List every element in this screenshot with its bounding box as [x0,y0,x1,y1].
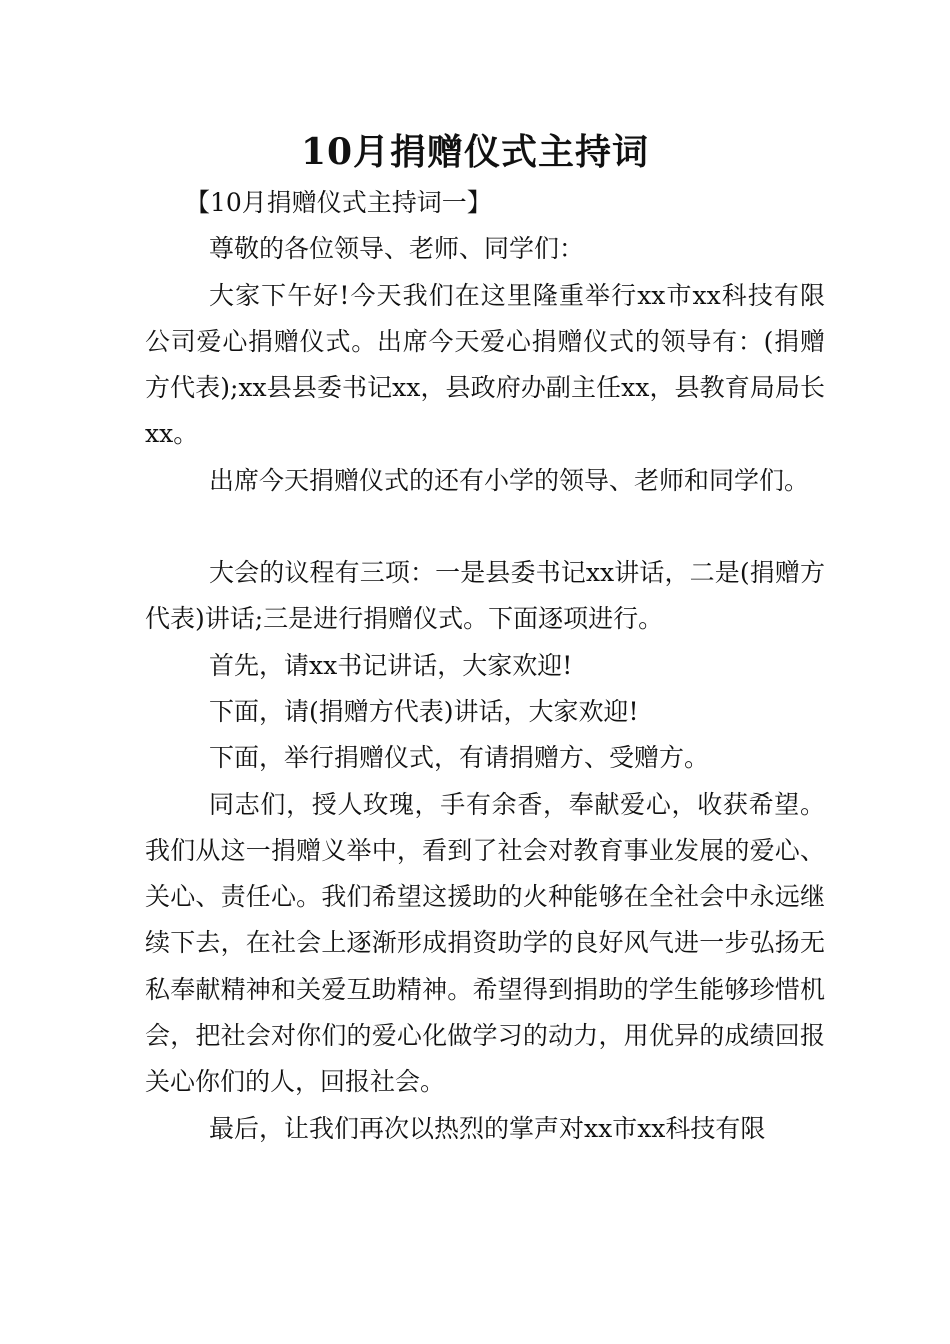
paragraph-closing: 最后，让我们再次以热烈的掌声对xx市xx科技有限 [209,1113,766,1143]
paragraph-first-speech: 首先，请xx书记讲话，大家欢迎! [209,650,573,680]
paragraph-attendees: 出席今天捐赠仪式的还有小学的领导、老师和同学们。 [209,465,810,495]
paragraph-second-speech: 下面，请(捐赠方代表)讲话，大家欢迎! [209,696,639,726]
document-body [145,180,825,1152]
paragraph-opening: 大家下午好!今天我们在这里隆重举行xx市xx科技有限公司爱心捐赠仪式。出席今天爱心捐赠仪式的领导有：(捐赠方代表);xx县县委书记xx，县政府办副主任xx，县教育局局长xx。 [145,280,825,449]
paragraph-ceremony: 下面，举行捐赠仪式，有请捐赠方、受赠方。 [209,743,710,773]
paragraph-remarks: 同志们，授人玫瑰，手有余香，奉献爱心，收获希望。我们从这一捐赠义举中，看到了社会对教育事业发展的爱心、关心、责任心。我们希望这援助的火种能够在全社会中永远继续下去，在社会上逐渐形成捐资助学的良好风气进一步弘扬无私奉献精神和关爱互助精神。希望得到捐助的学生能够珍惜机会，把社会对你们的爱心化做学习的动力，用优异的成绩回报关心你们的人，回报社会。 [145,789,825,1097]
paragraph-agenda: 大会的议程有三项：一是县委书记xx讲话，二是(捐赠方代表)讲话;三是进行捐赠仪式。下面逐项进行。 [145,558,825,634]
blank-line [145,504,825,550]
document-title: 10月捐赠仪式主持词 [300,131,650,173]
paragraph-greeting: 尊敬的各位领导、老师、同学们： [209,234,585,264]
section-heading: 【10月捐赠仪式主持词一】 [185,188,492,217]
